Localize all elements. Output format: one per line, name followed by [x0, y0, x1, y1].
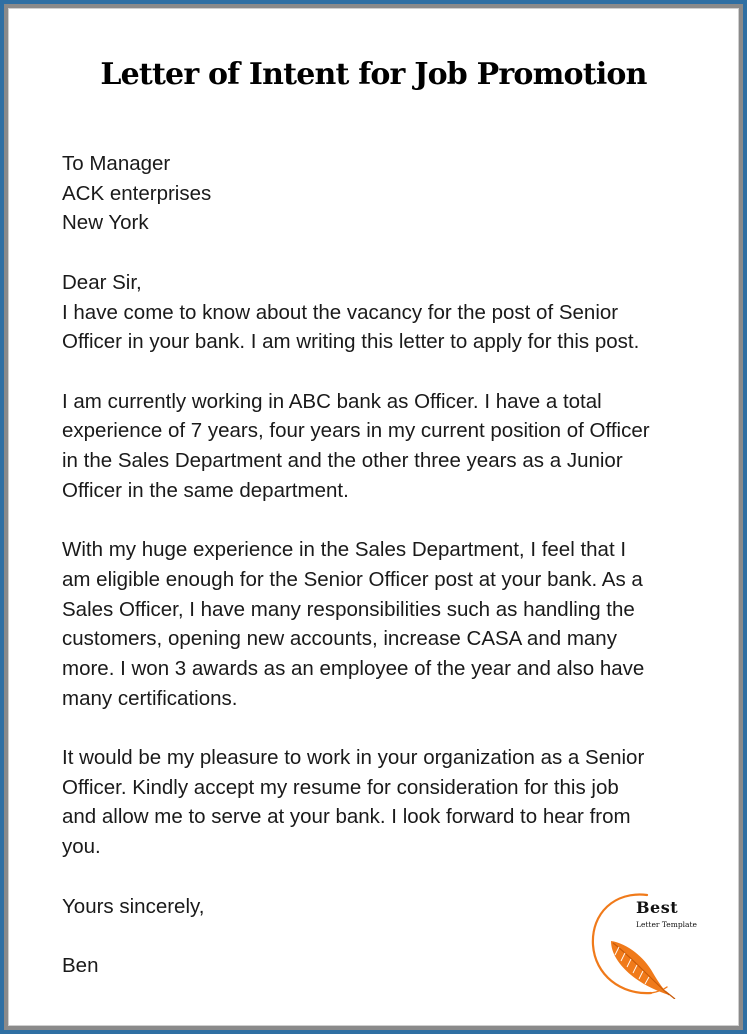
paragraph-4	[62, 743, 702, 862]
brand-logo	[585, 889, 705, 999]
paragraph-line: am eligible enough for the Senior Officer post at your bank. As a	[62, 567, 643, 591]
paragraph-line: With my huge experience in the Sales Department, I feel that I	[62, 538, 627, 562]
logo-subtitle-text: Letter Template	[636, 920, 697, 929]
paragraph-line: more. I won 3 awards as an employee of the year and also have	[62, 656, 645, 680]
paragraph-line: Officer in the same department.	[62, 478, 349, 502]
signature: Ben	[62, 953, 99, 977]
paragraph-line: in the Sales Department and the other three years as a Junior	[62, 449, 623, 472]
letter-page	[8, 8, 739, 1026]
spacer	[62, 238, 702, 268]
paragraph-line: customers, opening new accounts, increase CASA and many	[62, 627, 617, 651]
letter-body	[62, 149, 702, 981]
paragraph-line: and allow me to serve at your bank. I look forward to hear from	[62, 805, 631, 829]
paragraph-line: Sales Officer, I have many responsibilities such as handling the	[62, 597, 635, 621]
spacer	[62, 505, 702, 535]
paragraph-line: you.	[62, 835, 101, 859]
paragraph-line: Officer. Kindly accept my resume for consideration for this job	[62, 775, 619, 799]
paragraph-1	[62, 298, 702, 357]
spacer	[62, 357, 702, 387]
spacer	[62, 862, 702, 892]
letter-title: Letter of Intent for Job Promotion	[100, 57, 647, 92]
recipient-line: To Manager	[62, 152, 171, 175]
closing: Yours sincerely,	[62, 894, 205, 918]
recipient-city: New York	[62, 211, 149, 235]
paragraph-line: Officer in your bank. I am writing this letter to apply for this post.	[62, 330, 640, 354]
logo-brand-text: Best	[636, 898, 679, 917]
spacer	[62, 713, 702, 743]
paragraph-3	[62, 535, 702, 713]
document-frame-inner	[4, 4, 743, 1030]
salutation: Dear Sir,	[62, 270, 142, 294]
paragraph-line: I have come to know about the vacancy for the post of Senior	[62, 300, 619, 324]
paragraph-line: many certifications.	[62, 686, 238, 710]
paragraph-line: It would be my pleasure to work in your organization as a Senior	[62, 746, 645, 769]
recipient-company: ACK enterprises	[62, 181, 212, 205]
paragraph-line: I am currently working in ABC bank as Officer. I have a total	[62, 389, 602, 413]
paragraph-line: experience of 7 years, four years in my current position of Officer	[62, 419, 650, 443]
paragraph-2	[62, 387, 702, 506]
